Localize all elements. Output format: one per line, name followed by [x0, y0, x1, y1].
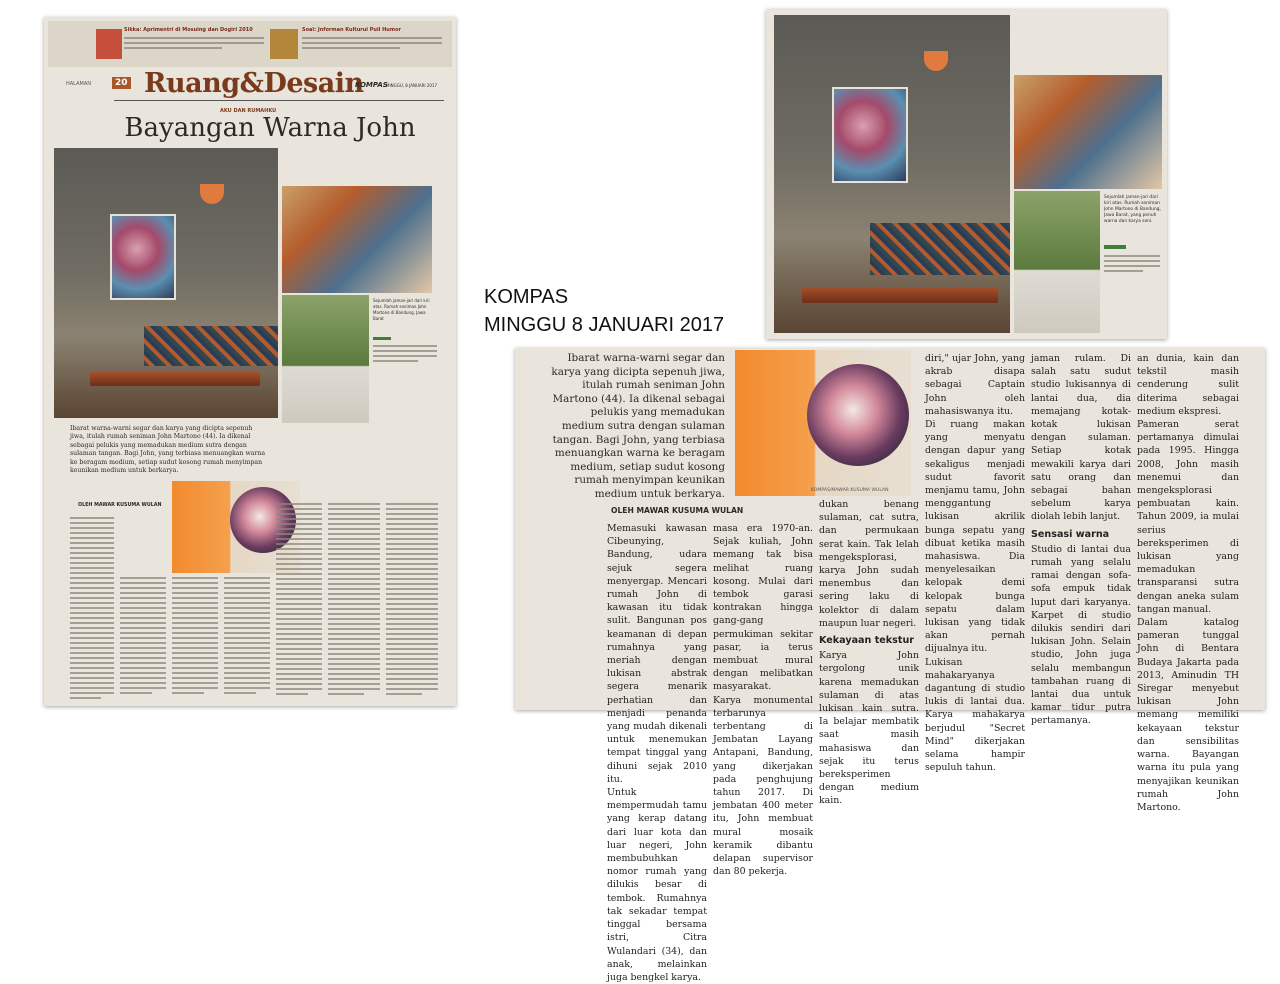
masthead-rule [114, 100, 444, 101]
kicker: AKU DAN RUMAHKU [220, 108, 277, 114]
zoom-col4-p1: diri," ujar John, yang akrab disapa sebagai Captain John oleh mahasiswanya itu. [925, 353, 1025, 417]
zoom-col1-p2: Untuk mempermudah tamu yang kerap datang dari luar kota dan luar negeri, John membubuhkan nomor rumah yang dilukis besar di tembok. Rumahnya tak sekadar tempat tinggal bersama istri, Citra Wulandari (34), dan anak, melainkan juga bengkel karya. [607, 787, 707, 983]
zoom-col4-p2: Di ruang makan yang menyatu dengan dapur yang sekaligus menjadi sudut favorit menjamu tamu, John menggantung lukisan akrilik bunga sepatu yang dibuat ketika masih mahasiswa. Dia menyelesaikan kelopak demi kelopak bunga sepatu dalam lukisan yang tidak akan pernah dijualnya itu. [925, 419, 1025, 655]
top-strip-item-2: Soal: Jnforman Kulturui Puil Humor [302, 27, 401, 33]
zoom-col3-p1: dukan benang sulaman, cat sutra, dan permukaan serat kain. Tak lelah mengeksplorasi, karya John sudah menembus dan sering laku di kolektor di dalam maupun luar negeri. [819, 499, 919, 629]
zoom-lead-paragraph: Ibarat warna-warni segar dan karya yang dicipta sepenuh jiwa, itulah rumah seniman John Martono (44). Ia dikenal sebagai pelukis yang memadukan medium sutra dengan sulaman tangan. Bagi John, yang terbiasa menuangkan warna ke beragam medium, setiap sudut kosong rumah menyimpan keunikan medium untuk berkarya. [551, 352, 725, 500]
zoom-wooden-table [802, 287, 998, 303]
zoom-hanging-lamp [924, 51, 948, 71]
page-label: HALAMAN [66, 81, 91, 87]
zoom-article-col-3 [819, 498, 919, 808]
byline: OLEH MAWAR KUSUMA WULAN [78, 503, 162, 508]
headline: Bayangan Warna John [124, 113, 416, 143]
page-number: 20 [112, 77, 131, 89]
article-col-2 [120, 577, 166, 697]
zoom-col3-subheading: Kekayaan tekstur [819, 635, 915, 647]
main-photo-living-room [54, 148, 278, 418]
zoom-main-photo [774, 15, 1010, 333]
zoom-col6-p3: Dalam katalog pameran tunggal John di Bentara Budaya Jakarta pada 2013, Aminudin TH Siregar menyebut lukisan John memang memiliki kekayaan tekstur dan sensibilitas warna. Bayangan warna itu pula yang menyajikan keunikan rumah John Martono. [1137, 617, 1239, 813]
zoom-col3-p2: Karya John tergolong unik karena memadukan sulaman di atas lukisan kain sutra. Ia belajar membatik saat masih mahasiswa dan sejak itu terus bereksperimen dengan medium kain. [819, 650, 919, 807]
zoom-abstract-painting [832, 87, 908, 183]
zoom-article-col-6 [1137, 352, 1239, 814]
zoom-col6-p2: Pameran serat pertamanya dimulai pada 1995. Hingga 2008, John masih menemui dan mengeksplorasi pembuatan kain. Tahun 2009, ia mulai serius bereksperimen di lukisan yang memadukan transparansi sutra dengan aneka sulam tangan manual. [1137, 419, 1239, 615]
studio-photo [282, 186, 432, 293]
article-col-5 [276, 503, 322, 698]
zoomed-text-clip [515, 348, 1265, 983]
zoom-garden-photo [1014, 191, 1100, 333]
article-col-3 [172, 577, 218, 697]
section-title: Ruang&Desain [144, 68, 364, 99]
zoom-col2-p1: masa era 1970-an. Sejak kuliah, John memang tak bisa melihat ruang kosong. Mulai dari tembok garasi kontrakan hingga gang-gang permukiman sekitar pasar, ia terus membuat mural dengan melibatkan masyarakat. [713, 523, 813, 693]
newspaper-full-page [44, 17, 456, 706]
masthead-logo: KOMPAS [355, 81, 388, 89]
patterned-carpet [144, 326, 278, 366]
top-strip [48, 21, 452, 67]
zoom-caption-accent-bar [1104, 245, 1126, 249]
zoom-col1-p1: Memasuki kawasan Cibeunying, Bandung, udara sejuk segera menyergap. Mencari rumah John di kawasan itu tidak sulit. Bangunan pos keamanan di depan rumahnya yang meriah dengan lukisan abstrak segera menarik perhatian dan menjadi penanda yang mudah dikenali untuk menemukan tempat tinggal yang dihuni sejak 2010 itu. [607, 523, 707, 785]
zoomed-photo-clip [766, 9, 1167, 339]
slide-publication: KOMPAS [484, 286, 569, 308]
zoom-article-col-2 [713, 522, 813, 878]
zoom-col4-p3: Lukisan mahakaryanya dagantung di studio lukis di lantai dua. Karya mahakarya berjudul "Secret Mind" dikerjakan selama hampir sepuluh tahun. [925, 656, 1025, 774]
caption-accent-bar [373, 337, 391, 340]
lead-paragraph: Ibarat warna-warni segar dan karya yang dicipta sepenuh jiwa, itulah rumah seniman John Martono (44). Ia dikenal sebagai pelukis yang memadukan medium sutra dengan sulaman tangan. Bagi John, yang terbiasa menuangkan warna ke beragam medium, setiap sudut kosong rumah menyimpan keunikan medium untuk berkarya. [70, 425, 266, 475]
zoom-col5-p1: jaman rulam. Di salah satu sudut studio lukisannya di lantai dua, dia memajang kotak-kotak lukisan dengan sulaman. Setiap kotak mewakili karya dari satu orang dan sebagai bahan sebelum karya diolah lebih lanjut. [1031, 353, 1131, 523]
article-col-7 [386, 503, 438, 698]
zoom-photo-credit: KOMPAS/MAWAR KUSUMA WULAN [811, 488, 889, 493]
masthead-date: MINGGU, 8 JANUARI 2017 [386, 83, 438, 88]
article-col-6 [328, 503, 380, 698]
photo-caption: Sejumlah jaman-jari dari kiri atas. Rumah seniman John Martono di Bandung, Jawa Barat [373, 298, 430, 321]
zoom-patterned-carpet [870, 223, 1010, 275]
hanging-lamp [200, 184, 224, 204]
abstract-painting [110, 214, 176, 300]
top-strip-item-1: Sikka: Aprimentri di Mosuing dan Dogiri 2010 [124, 27, 253, 33]
zoom-circle-artwork [807, 364, 909, 466]
slide-date: MINGGU 8 JANUARI 2017 [484, 314, 725, 336]
wooden-table [90, 372, 260, 386]
zoom-col2-p2: Karya monumental terbarunya terbentang di Jembatan Layang Antapani, Bandung, yang dikerjakan pada penghujung tahun 2017. Di jembatan 400 meter itu, John membuat mural mosaik keramik dibantu delapan supervisor dan 80 pekerja. [713, 694, 813, 878]
article-col-4 [224, 577, 270, 697]
thumb-image-2 [270, 29, 298, 59]
zoom-photo-caption: Sejumlah jaman-jari dari kiri atas. Rumah seniman John Martono di Bandung, Jawa Barat, yang penuh warna dan karya seni. [1104, 195, 1161, 224]
article-col-1 [70, 517, 114, 702]
zoom-byline: OLEH MAWAR KUSUMA WULAN [611, 506, 744, 515]
zoom-col6-p1: an dunia, kain dan tekstil masih cenderung sulit diterima sebagai medium ekspresi. [1137, 353, 1239, 417]
zoom-article-col-1 [607, 522, 707, 984]
zoom-article-col-4 [925, 352, 1025, 775]
zoom-col5-subheading: Sensasi warna [1031, 528, 1110, 540]
zoom-col5-p2: Studio di lantai dua rumah yang selalu ramai dengan sofa-sofa empuk tidak luput dari karyanya. Karpet di studio dilukis sendiri dari lukisan John. Selain studio, John juga selalu membangun tambahan ruang di lantai dua untuk kamar tidur putra pertamanya. [1031, 543, 1131, 727]
garden-photo [282, 295, 369, 423]
zoom-studio-photo [1014, 75, 1162, 189]
zoom-article-col-5 [1031, 352, 1131, 728]
thumb-image-1 [96, 29, 122, 59]
